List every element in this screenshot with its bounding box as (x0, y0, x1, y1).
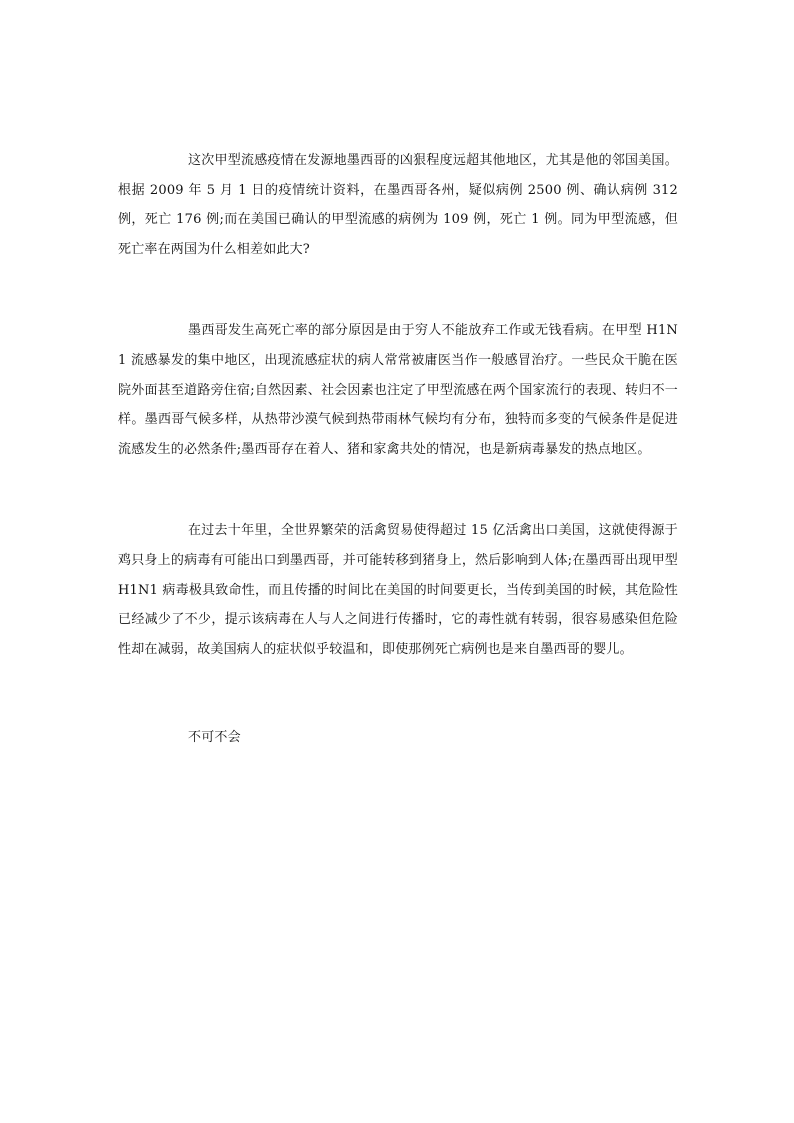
paragraph-spacer (118, 464, 678, 516)
paragraph-2: 墨西哥发生高死亡率的部分原因是由于穷人不能放弃工作或无钱看病。在甲型 H1N1 流感暴发的集中地区，出现流感症状的病人常常被庸医当作一般感冒治疗。一些民众干脆在医院外面甚至道路旁住宿;自然因素、社会因素也注定了甲型流感在两个国家流行的表现、转归不一样。墨西哥气候多样，从热带沙漠气候到热带雨林气候均有分布，独特而多变的气候条件是促进流感发生的必然条件;墨西哥存在着人、猪和家禽共处的情况，也是新病毒暴发的热点地区。 (118, 323, 678, 457)
paragraph-spacer (118, 664, 678, 723)
document-body (118, 146, 678, 753)
paragraph-1: 这次甲型流感疫情在发源地墨西哥的凶狠程度远超其他地区，尤其是他的邻国美国。根据 2009 年 5 月 1 日的疫情统计资料，在墨西哥各州，疑似病例 2500 例、确认病例 312 例，死亡 176 例;而在美国已确认的甲型流感的病例为 109 例，死亡 1 例。同为甲型流感，但死亡率在两国为什么相差如此大? (118, 153, 678, 257)
paragraph-3: 在过去十年里，全世界繁荣的活禽贸易使得超过 15 亿活禽出口美国，这就使得源于鸡只身上的病毒有可能出口到墨西哥，并可能转移到猪身上，然后影响到人体;在墨西哥出现甲型 H1N1 病毒极具致命性，而且传播的时间比在美国的时间要更长，当传到美国的时候，其危险性已经减少了不少，提示该病毒在人与人之间进行传播时，它的毒性就有转弱，很容易感染但危险性却在减弱，故美国病人的症状似乎较温和，即使那例死亡病例也是来自墨西哥的婴儿。 (118, 523, 678, 657)
paragraph-4: 不可不会 (188, 730, 241, 746)
paragraph-spacer (118, 264, 678, 316)
